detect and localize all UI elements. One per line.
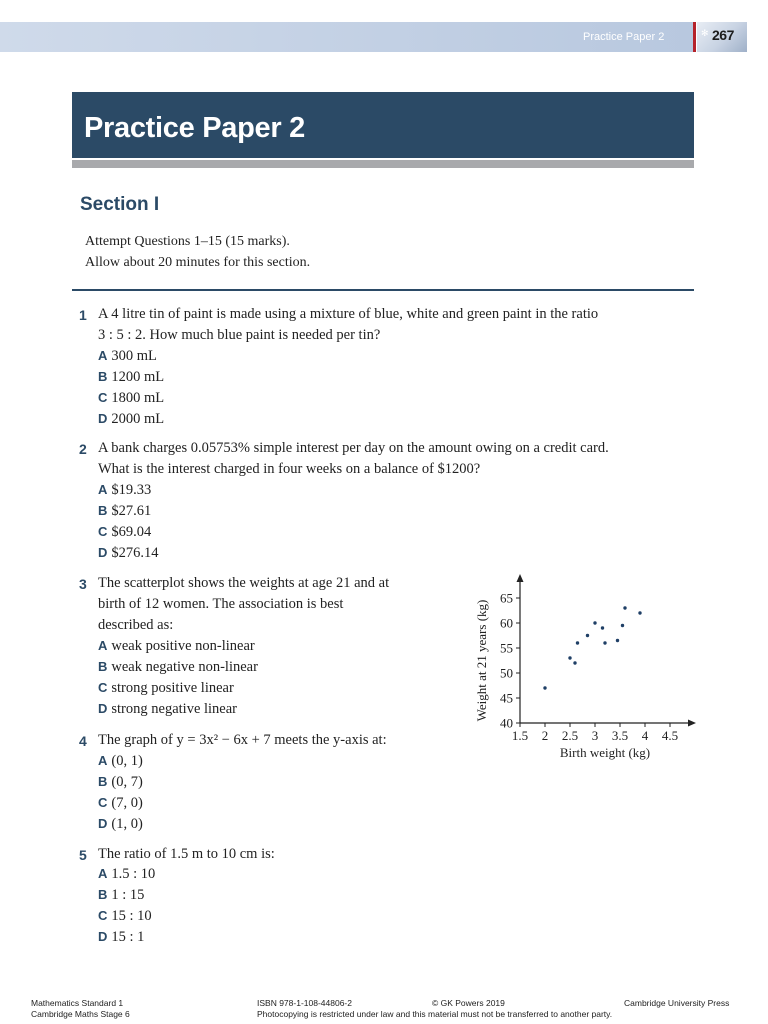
y-tick-label: 60	[500, 615, 513, 631]
question-text: The scatterplot shows the weights at age 21 and at	[98, 575, 390, 591]
x-tick-label: 3.5	[611, 728, 629, 743]
x-tick-label: 4.5	[661, 728, 679, 743]
y-tick-label: 45	[500, 690, 513, 706]
data-point	[616, 639, 619, 642]
option-text: 300 mL	[111, 348, 157, 364]
question-number: 4	[79, 733, 87, 749]
instruction-line: Allow about 20 minutes for this section.	[85, 255, 311, 270]
answer-option[interactable]	[98, 659, 258, 676]
option-text: 1200 mL	[111, 369, 165, 385]
answer-option[interactable]	[98, 411, 164, 428]
question-text: What is the interest charged in four weeks on a balance of $1200?	[98, 461, 481, 477]
option-letter: C	[98, 795, 108, 810]
footer-notice: Photocopying is restricted under law and this material must not be transferred to another party.	[257, 1009, 613, 1019]
question-number: 1	[79, 307, 87, 323]
option-letter: B	[98, 774, 108, 789]
option-text: 15 : 10	[111, 908, 152, 924]
answer-option[interactable]	[98, 638, 255, 655]
page-number: 267	[712, 27, 734, 43]
section-heading: Section I	[80, 194, 160, 215]
data-point	[568, 656, 571, 659]
option-text: $69.04	[111, 524, 152, 540]
answer-option[interactable]	[98, 369, 164, 386]
footer-publisher: Cambridge University Press	[624, 998, 730, 1008]
option-text: (0, 1)	[111, 753, 143, 769]
answer-option[interactable]	[98, 390, 164, 407]
data-point	[543, 686, 546, 689]
data-point	[621, 624, 624, 627]
data-point	[623, 606, 626, 609]
option-text: 2000 mL	[111, 411, 165, 427]
footer-copyright: © GK Powers 2019	[432, 998, 505, 1008]
y-tick-label: 65	[500, 590, 513, 606]
option-letter: D	[98, 816, 108, 831]
answer-option[interactable]	[98, 348, 157, 365]
option-text: strong positive linear	[111, 680, 234, 696]
question-text: birth of 12 women. The association is best	[98, 596, 344, 612]
data-point	[601, 626, 604, 629]
x-tick-label: 4	[641, 728, 649, 743]
footer-book-stage: Cambridge Maths Stage 6	[31, 1009, 130, 1019]
option-letter: A	[98, 638, 108, 653]
y-tick-label: 55	[500, 640, 513, 656]
footer-isbn: ISBN 978-1-108-44806-2	[257, 998, 352, 1008]
option-text: (7, 0)	[111, 795, 143, 811]
answer-option[interactable]	[98, 753, 143, 770]
x-axis-arrow	[688, 720, 696, 727]
option-letter: A	[98, 482, 108, 497]
option-letter: B	[98, 503, 108, 518]
instruction-line: Attempt Questions 1–15 (15 marks).	[85, 234, 290, 249]
x-tick-label: 1.5	[511, 728, 529, 743]
y-tick-label: 50	[500, 665, 513, 681]
option-text: (1, 0)	[111, 816, 143, 832]
answer-option[interactable]	[98, 908, 152, 925]
option-letter: D	[98, 411, 108, 426]
option-text: $19.33	[111, 482, 152, 498]
running-title: Practice Paper 2	[583, 31, 665, 43]
option-letter: A	[98, 753, 108, 768]
answer-option[interactable]	[98, 887, 144, 904]
answer-option[interactable]	[98, 701, 237, 718]
option-text: 1 : 15	[111, 887, 145, 903]
option-letter: D	[98, 929, 108, 944]
option-letter: C	[98, 390, 108, 405]
option-text: 15 : 1	[111, 929, 145, 945]
question-text: A 4 litre tin of paint is made using a mixture of blue, white and green paint in the ratio	[98, 306, 599, 322]
answer-option[interactable]	[98, 795, 143, 812]
snowflake-icon: ✻	[701, 28, 709, 38]
question-text: The graph of y = 3x² − 6x + 7 meets the y-axis at:	[98, 732, 387, 748]
option-text: weak positive non-linear	[111, 638, 255, 654]
data-point	[638, 611, 641, 614]
option-letter: C	[98, 908, 108, 923]
answer-option[interactable]	[98, 680, 234, 697]
option-letter: D	[98, 545, 108, 560]
data-point	[586, 634, 589, 637]
x-axis-label: Birth weight (kg)	[559, 745, 651, 760]
option-text: 1.5 : 10	[111, 866, 156, 882]
data-point	[576, 641, 579, 644]
option-letter: B	[98, 887, 108, 902]
option-letter: C	[98, 680, 108, 695]
question-text: described as:	[98, 617, 174, 633]
question-number: 2	[79, 441, 87, 457]
question-number: 3	[79, 576, 87, 592]
question-text: 3 : 5 : 2. How much blue paint is needed per tin?	[98, 327, 381, 343]
x-tick-label: 2.5	[561, 728, 579, 743]
x-tick-label: 2	[541, 728, 549, 743]
question-number: 5	[79, 847, 87, 863]
answer-option[interactable]	[98, 774, 143, 791]
option-text: strong negative linear	[111, 701, 238, 717]
footer-book-title: Mathematics Standard 1	[31, 998, 124, 1008]
option-text: (0, 7)	[111, 774, 143, 790]
header-separator	[693, 22, 696, 52]
option-letter: D	[98, 701, 108, 716]
question-text: The ratio of 1.5 m to 10 cm is:	[98, 846, 275, 862]
option-letter: A	[98, 348, 108, 363]
x-tick-label: 3	[591, 728, 599, 743]
y-axis-label: Weight at 21 years (kg)	[474, 599, 489, 722]
answer-option[interactable]	[98, 524, 151, 541]
answer-option[interactable]	[98, 816, 143, 833]
option-letter: C	[98, 524, 108, 539]
y-tick-label: 40	[500, 715, 513, 731]
data-point	[593, 621, 596, 624]
option-text: 1800 mL	[111, 390, 165, 406]
option-letter: A	[98, 866, 108, 881]
page-title: Practice Paper 2	[84, 112, 305, 144]
option-text: $27.61	[111, 503, 152, 519]
option-letter: B	[98, 369, 108, 384]
answer-option[interactable]	[98, 866, 155, 883]
y-axis-arrow	[517, 574, 524, 582]
data-point	[603, 641, 606, 644]
option-letter: B	[98, 659, 108, 674]
option-text: weak negative non-linear	[111, 659, 258, 675]
answer-option[interactable]	[98, 545, 159, 562]
answer-option[interactable]	[98, 482, 151, 499]
option-text: $276.14	[111, 545, 159, 561]
section-rule	[72, 289, 694, 291]
question-text: A bank charges 0.05753% simple interest per day on the amount owing on a credit card.	[98, 440, 609, 456]
answer-option[interactable]	[98, 929, 144, 946]
data-point	[573, 661, 576, 664]
title-underline	[72, 160, 694, 168]
scatterplot-chart	[470, 570, 710, 770]
answer-option[interactable]	[98, 503, 151, 520]
